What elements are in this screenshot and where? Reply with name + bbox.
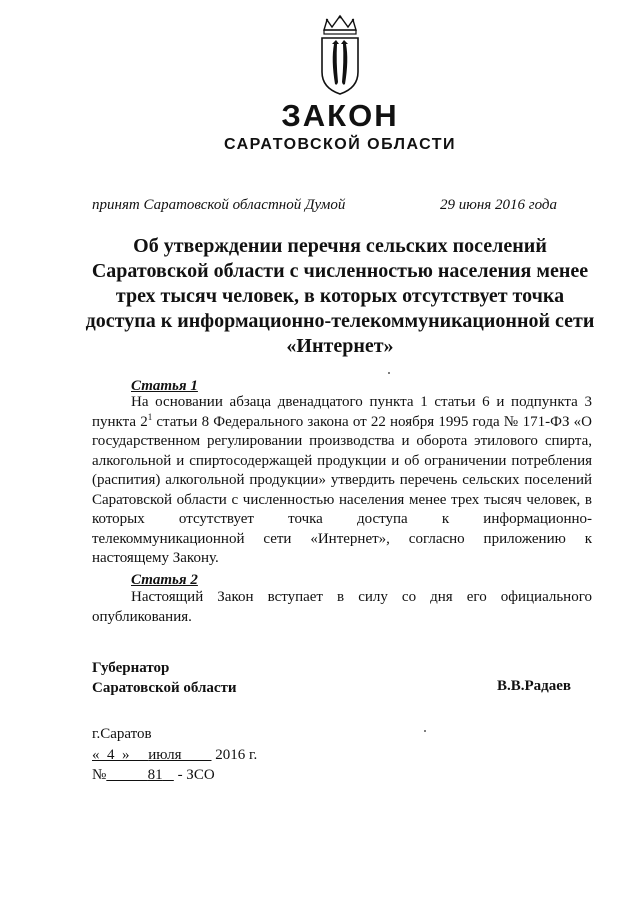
issue-date: « 4 » июля 2016 г. bbox=[92, 747, 258, 763]
law-title: Об утверждении перечня сельских поселений Саратовской области с численностью населения менее трех тысяч человек, в которых отсутствует точка доступа к информационно-телекоммуникационной сети «Интернет» bbox=[85, 235, 595, 357]
law-number bbox=[92, 767, 215, 784]
issue-year: 2016 г. bbox=[215, 747, 258, 763]
article-2-title: Статья 2 bbox=[131, 572, 198, 588]
law-number-prefix: № bbox=[92, 767, 107, 783]
article-1-text-part1: На основании абзаца двенадцатого пункта 1 статьи 6 и подпункта 3 пункта 2 bbox=[92, 394, 592, 430]
issue-day: 4 bbox=[107, 747, 115, 763]
law-number-suffix: - ЗСО bbox=[177, 767, 215, 783]
saratov-coat-of-arms-icon bbox=[318, 14, 362, 96]
signatory-name: В.В.Радаев bbox=[497, 678, 572, 694]
document-title: ЗАКОН bbox=[281, 98, 399, 133]
scan-speck bbox=[388, 372, 390, 374]
article-1-title: Статья 1 bbox=[131, 378, 198, 394]
article-2-text: Настоящий Закон вступает в силу со дня его официального опубликования. bbox=[92, 589, 592, 625]
signatory-position bbox=[92, 658, 237, 698]
signatory-position-line1: Губернатор bbox=[92, 660, 170, 676]
issue-month: июля bbox=[148, 747, 182, 763]
article-1-superscript: 1 bbox=[147, 411, 153, 422]
adopted-date: 29 июня 2016 года bbox=[440, 197, 557, 213]
article-1-text bbox=[92, 393, 592, 569]
document-subtitle: САРАТОВСКОЙ ОБЛАСТИ bbox=[223, 136, 457, 153]
article-1-text-part2: статьи 8 Федерального закона от 22 ноября 1995 года № 171-ФЗ «О государственном регулировании производства и оборота этилового спирта, алкогольной и спиртосодержащей продукции и об ограничении потребления (распития) алкогольной продукции» утвердить перечень сельских поселений Саратовской области с численностью населения менее трех тысяч человек, в которых отсутствует точка доступа к информационно-телекоммуникационной сети «Интернет», согласно приложению к настоящему Закону. bbox=[92, 413, 593, 566]
law-number-value: 81 bbox=[147, 767, 163, 783]
issue-city: г.Саратов bbox=[92, 726, 152, 742]
adopted-by: принят Саратовской областной Думой bbox=[92, 197, 346, 213]
signatory-position-line2: Саратовской области bbox=[92, 680, 237, 696]
scan-speck bbox=[424, 730, 426, 732]
